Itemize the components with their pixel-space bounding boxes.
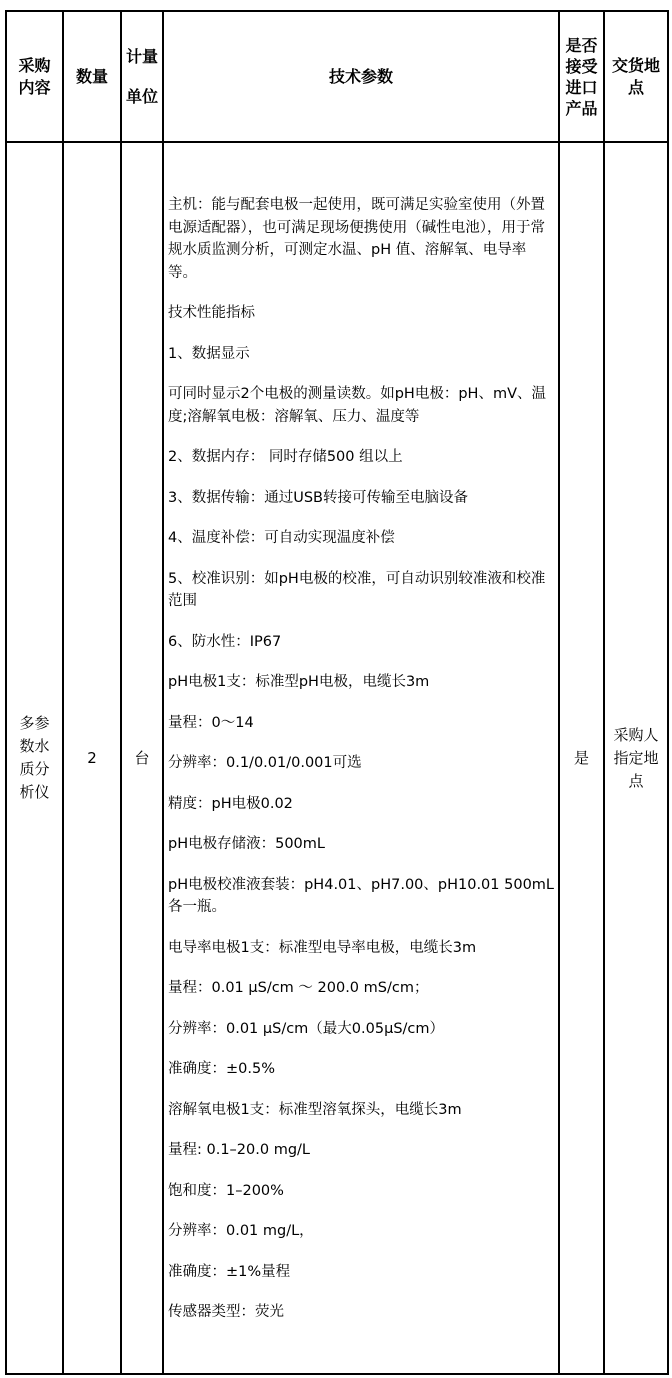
item-imported: 是 <box>573 748 589 767</box>
param-line: 可同时显示2个电极的测量读数。如pH电极：pH、mV、温度;溶解氧电极：溶解氧、压力、温度等 <box>168 386 546 425</box>
unit-cell <box>121 142 163 1374</box>
param-line: 5、校准识别：如pH电极的校准，可自动识别较准液和校准范围 <box>168 570 546 610</box>
delivery-cell <box>604 142 668 1374</box>
param-line: 技术性能指标 <box>168 305 255 322</box>
param-line: 主机：能与配套电极一起使用，既可满足实验室使用（外置电源适配器），也可满足现场便携使用（碱性电池），用于常规水质监测分析，可测定水温、pH 值、溶解氧、电导率等。 <box>168 197 545 281</box>
header-quantity: 数量 <box>75 66 108 86</box>
header-tech: 技术参数 <box>328 66 393 86</box>
item-quantity: 2 <box>87 748 97 767</box>
param-line: 量程：0.01 μS/cm ～ 200.0 mS/cm； <box>168 980 429 997</box>
header-unit <box>122 37 162 117</box>
param-line: 饱和度：1–200% <box>168 1182 284 1199</box>
param-line: 分辨率：0.1/0.01/0.001可选 <box>168 755 362 772</box>
imported-cell <box>559 142 604 1374</box>
param-line: 1、数据显示 <box>168 345 250 362</box>
quantity-cell <box>63 142 121 1374</box>
item-row <box>6 142 668 1374</box>
tech-params-cell <box>163 142 559 1374</box>
header-unit-cell <box>121 11 163 142</box>
param-line: 准确度：±0.5% <box>168 1061 275 1078</box>
header-delivery: 交货地点 <box>611 55 660 97</box>
spec-table <box>5 10 669 1375</box>
param-line: 精度：pH电极0.02 <box>168 795 293 812</box>
param-line: 分辨率：0.01 mg/L， <box>168 1223 314 1240</box>
param-line: 传感器类型：荧光 <box>168 1304 284 1321</box>
header-content: 采购内容 <box>18 55 51 97</box>
param-line: pH电极存储液：500mL <box>168 836 325 853</box>
param-line: pH电极1支：标准型pH电极，电缆长3m <box>168 674 430 691</box>
content-cell <box>6 142 63 1374</box>
param-line: 量程: 0.1–20.0 mg/L <box>168 1142 310 1159</box>
param-line: 3、数据传输：通过USB转接可传输至电脑设备 <box>168 489 468 506</box>
item-unit: 台 <box>134 748 150 767</box>
header-content-cell <box>6 11 63 142</box>
header-imported: 是否接受进口产品 <box>565 35 598 118</box>
param-line: pH电极校准液套装：pH4.01、pH7.00、pH10.01 500mL各一瓶。 <box>168 876 554 916</box>
header-imported-cell <box>559 11 604 142</box>
param-line: 2、数据内存： 同时存储500 组以上 <box>168 449 403 466</box>
param-line: 6、防水性：IP67 <box>168 633 282 650</box>
header-row <box>6 11 668 142</box>
item-delivery: 采购人指定地点 <box>613 725 659 790</box>
header-delivery-cell <box>604 11 668 142</box>
tech-params <box>164 174 558 1324</box>
param-line: 4、温度补偿：可自动实现温度补偿 <box>168 530 395 547</box>
header-unit-line1: 计量 <box>125 46 158 66</box>
item-content: 多参数水质分析仪 <box>19 714 50 801</box>
param-line: 电导率电极1支：标准型电导率电极，电缆长3m <box>168 939 477 956</box>
param-line: 准确度：±1%量程 <box>168 1263 291 1280</box>
param-line: 溶解氧电极1支：标准型溶氧探头，电缆长3m <box>168 1101 462 1118</box>
header-unit-line2: 单位 <box>125 86 158 106</box>
param-line: 分辨率：0.01 μS/cm（最大0.05μS/cm） <box>168 1020 445 1037</box>
header-quantity-cell <box>63 11 121 142</box>
param-line: 量程：0～14 <box>168 714 254 731</box>
header-tech-cell <box>163 11 559 142</box>
